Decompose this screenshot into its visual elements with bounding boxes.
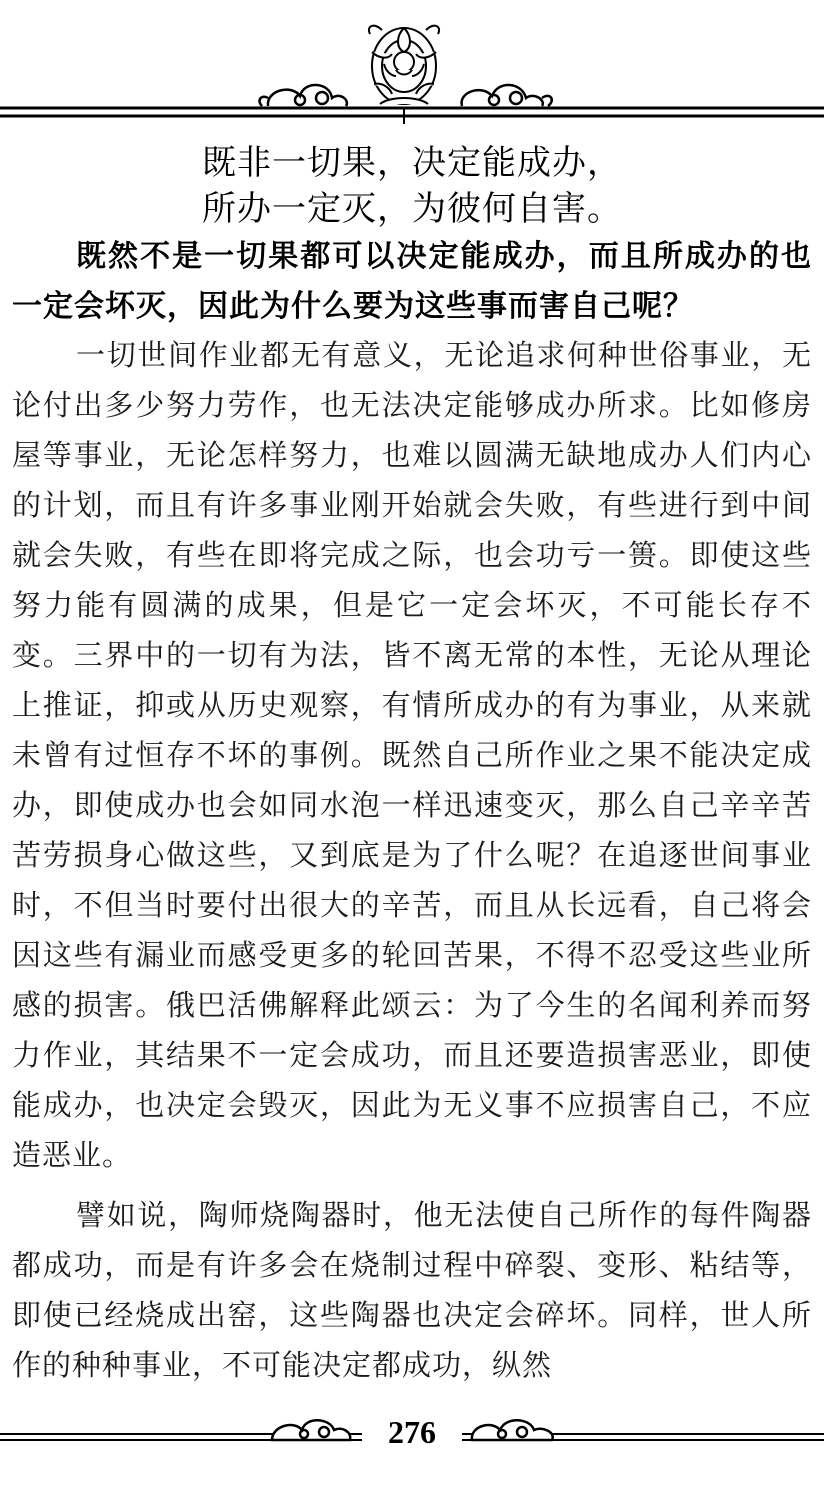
- verse-summary: 既然不是一切果都可以决定能成办，而且所成办的也一定会坏灭，因此为什么要为这些事而害自己呢？: [12, 239, 812, 324]
- commentary-paragraph: 一切世间作业都无有意义，无论追求何种世俗事业，无论付出多少努力劳作，也无法决定能够成办所求。比如修房屋等事业，无论怎样努力，也难以圆满无缺地成办人们内心的计划，而且有许多事业刚开始就会失败，有些进行到中间就会失败，有些在即将完成之际，也会功亏一篑。即使这些努力能有圆满的成果，但是它一定会坏灭，不可能长存不变。三界中的一切有为法，皆不离无常的本性，无论从理论上推证，抑或从历史观察，有情所成办的有为事业，从来就未曾有过恒存不坏的事例。既然自己所作业之果不能决定成办，即使成办也会如同水泡一样迅速变灭，那么自己辛辛苦苦劳损身心做这些，又到底是为了什么呢？在追逐世间事业时，不但当时要付出很大的辛苦，而且从长远看，自己将会因这些有漏业而感受更多的轮回苦果，不得不忍受这些业所感的损害。俄巴活佛解释此颂云：为了今生的名闻利养而努力作业，其结果不一定会成功，而且还要造损害恶业，即使能成办，也决定会毁灭，因此为无义事不应损害自己，不应造恶业。: [12, 338, 812, 1172]
- verse-block: [0, 140, 824, 232]
- header-ornament: [0, 0, 824, 130]
- commentary-body: [12, 330, 812, 1390]
- verse-line-1: 既非一切果，决定能成办，: [202, 143, 622, 183]
- commentary-paragraph: 譬如说，陶师烧陶器时，他无法使自己所作的每件陶器都成功，而是有许多会在烧制过程中碎裂、变形、粘结等，即使已经烧成出窑，这些陶器也决定会碎坏。同样，世人所作的种种事业，不可能决定都成功，纵然: [12, 1198, 812, 1382]
- header-rule-graphic: [0, 0, 824, 130]
- cloud-scroll-icon: [462, 85, 552, 106]
- verse-line-2: 所办一定灭，为彼何自害。: [202, 189, 622, 229]
- page-number: 276: [388, 1414, 436, 1450]
- cloud-scroll-icon: [260, 85, 347, 106]
